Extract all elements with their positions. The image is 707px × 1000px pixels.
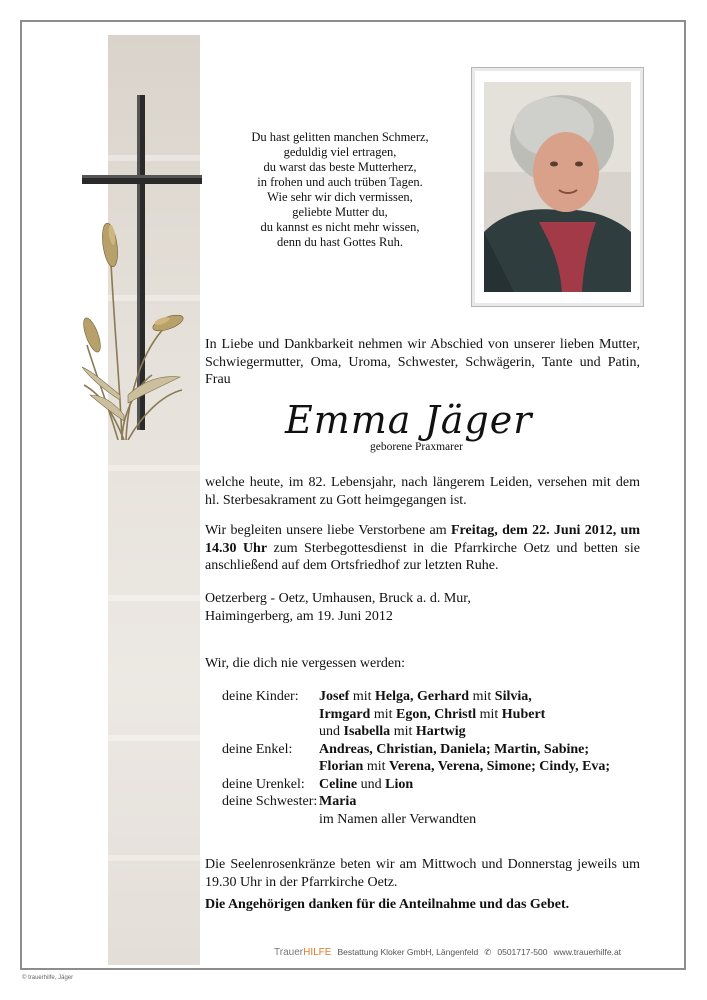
place-line: Oetzerberg - Oetz, Umhausen, Bruck a. d. Mur, [205, 591, 471, 606]
funeral-home-footer [268, 945, 622, 959]
place-line: Haimingerberg, am 19. Juni 2012 [205, 608, 393, 624]
maiden-name: geborene Praxmarer [370, 441, 463, 453]
deceased-name: Emma Jäger [285, 398, 533, 442]
family-list [222, 688, 642, 828]
poem-line: in frohen und auch trüben Tagen. [257, 175, 423, 189]
place-date [205, 590, 640, 625]
poem-line: Du hast gelitten manchen Schmerz, [251, 130, 429, 144]
passing-text: welche heute, im 82. Lebensjahr, nach längerem Leiden, versehen mit dem hl. Sterbesakrament zu Gott heimgegangen ist. [205, 475, 640, 508]
poem-line: denn du hast Gottes Ruh. [276, 235, 404, 249]
mourners-intro: Wir, die dich nie vergessen werden: [205, 656, 405, 671]
family-row-urenkel: deine Urenkel: Celine und Lion [222, 776, 414, 792]
portrait-frame [471, 67, 644, 307]
family-label: deine Schwester: [222, 794, 318, 809]
family-row-enkel-2: Florian mit Verena, Verena, Simone; Cindy, Eva; [319, 759, 611, 774]
family-label: deine Kinder: [222, 689, 299, 704]
memorial-poem [225, 130, 455, 250]
funeral-date: Freitag, dem 22. Juni 2012, um 14.30 Uhr [205, 523, 640, 556]
cross-with-wheat-icon [82, 95, 202, 440]
intro-text: In Liebe und Dankbarkeit nehmen wir Abschied von unserer lieben Mutter, Schwiegermutter, Oma, Uroma, Schwester, Schwägerin, Tante und Patin, Frau [205, 337, 640, 387]
family-row-verwandte: im Namen aller Verwandten [319, 811, 477, 827]
poem-line: Wie sehr wir dich vermissen, [267, 190, 413, 204]
footer-company: Bestattung Kloker GmbH, Längenfeld [337, 947, 479, 957]
rosary-text: Die Seelenrosenkränze beten wir am Mittwoch und Donnerstag jeweils um 19.30 Uhr in der Pfarrkirche Oetz. [205, 857, 640, 890]
funeral-text: Wir begleiten unsere liebe Verstorbene am Freitag, dem 22. Juni 2012, um 14.30 Uhr zum Sterbegottesdienst in die Pfarrkirche Oetz und betten sie anschließend auf dem Ortsfriedhof zur letzten Ruhe. [205, 523, 640, 573]
poem-line: geduldig viel ertragen, [283, 145, 397, 159]
family-row-enkel: deine Enkel: Andreas, Christian, Daniela; Martin, Sabine; [222, 741, 590, 757]
portrait-photo [484, 82, 631, 292]
family-label: deine Enkel: [222, 741, 293, 757]
footer-web: www.trauerhilfe.at [553, 947, 622, 957]
poem-line: du kannst es nicht mehr wissen, [260, 220, 420, 234]
poem-line: geliebte Mutter du, [292, 205, 388, 219]
poem-line: du warst das beste Mutterherz, [263, 160, 417, 174]
trauerhilfe-logo: TrauerHILFE [274, 946, 332, 958]
family-row-schwester: deine Schwester: Maria [222, 794, 357, 809]
credit-text: © trauerhilfe, Jäger [22, 975, 74, 981]
thanks-text: Die Angehörigen danken für die Anteilnahme und das Gebet. [205, 897, 570, 912]
family-label: deine Urenkel: [222, 776, 305, 792]
family-row-kinder: deine Kinder: Josef mit Helga, Gerhard mit Silvia, [222, 689, 532, 704]
phone-icon: ✆ [484, 946, 492, 957]
footer-phone: 0501717-500 [497, 947, 548, 957]
family-row-kinder-3: und Isabella mit Hartwig [319, 724, 466, 739]
family-row-kinder-2: Irmgard mit Egon, Christl mit Hubert [319, 706, 546, 722]
